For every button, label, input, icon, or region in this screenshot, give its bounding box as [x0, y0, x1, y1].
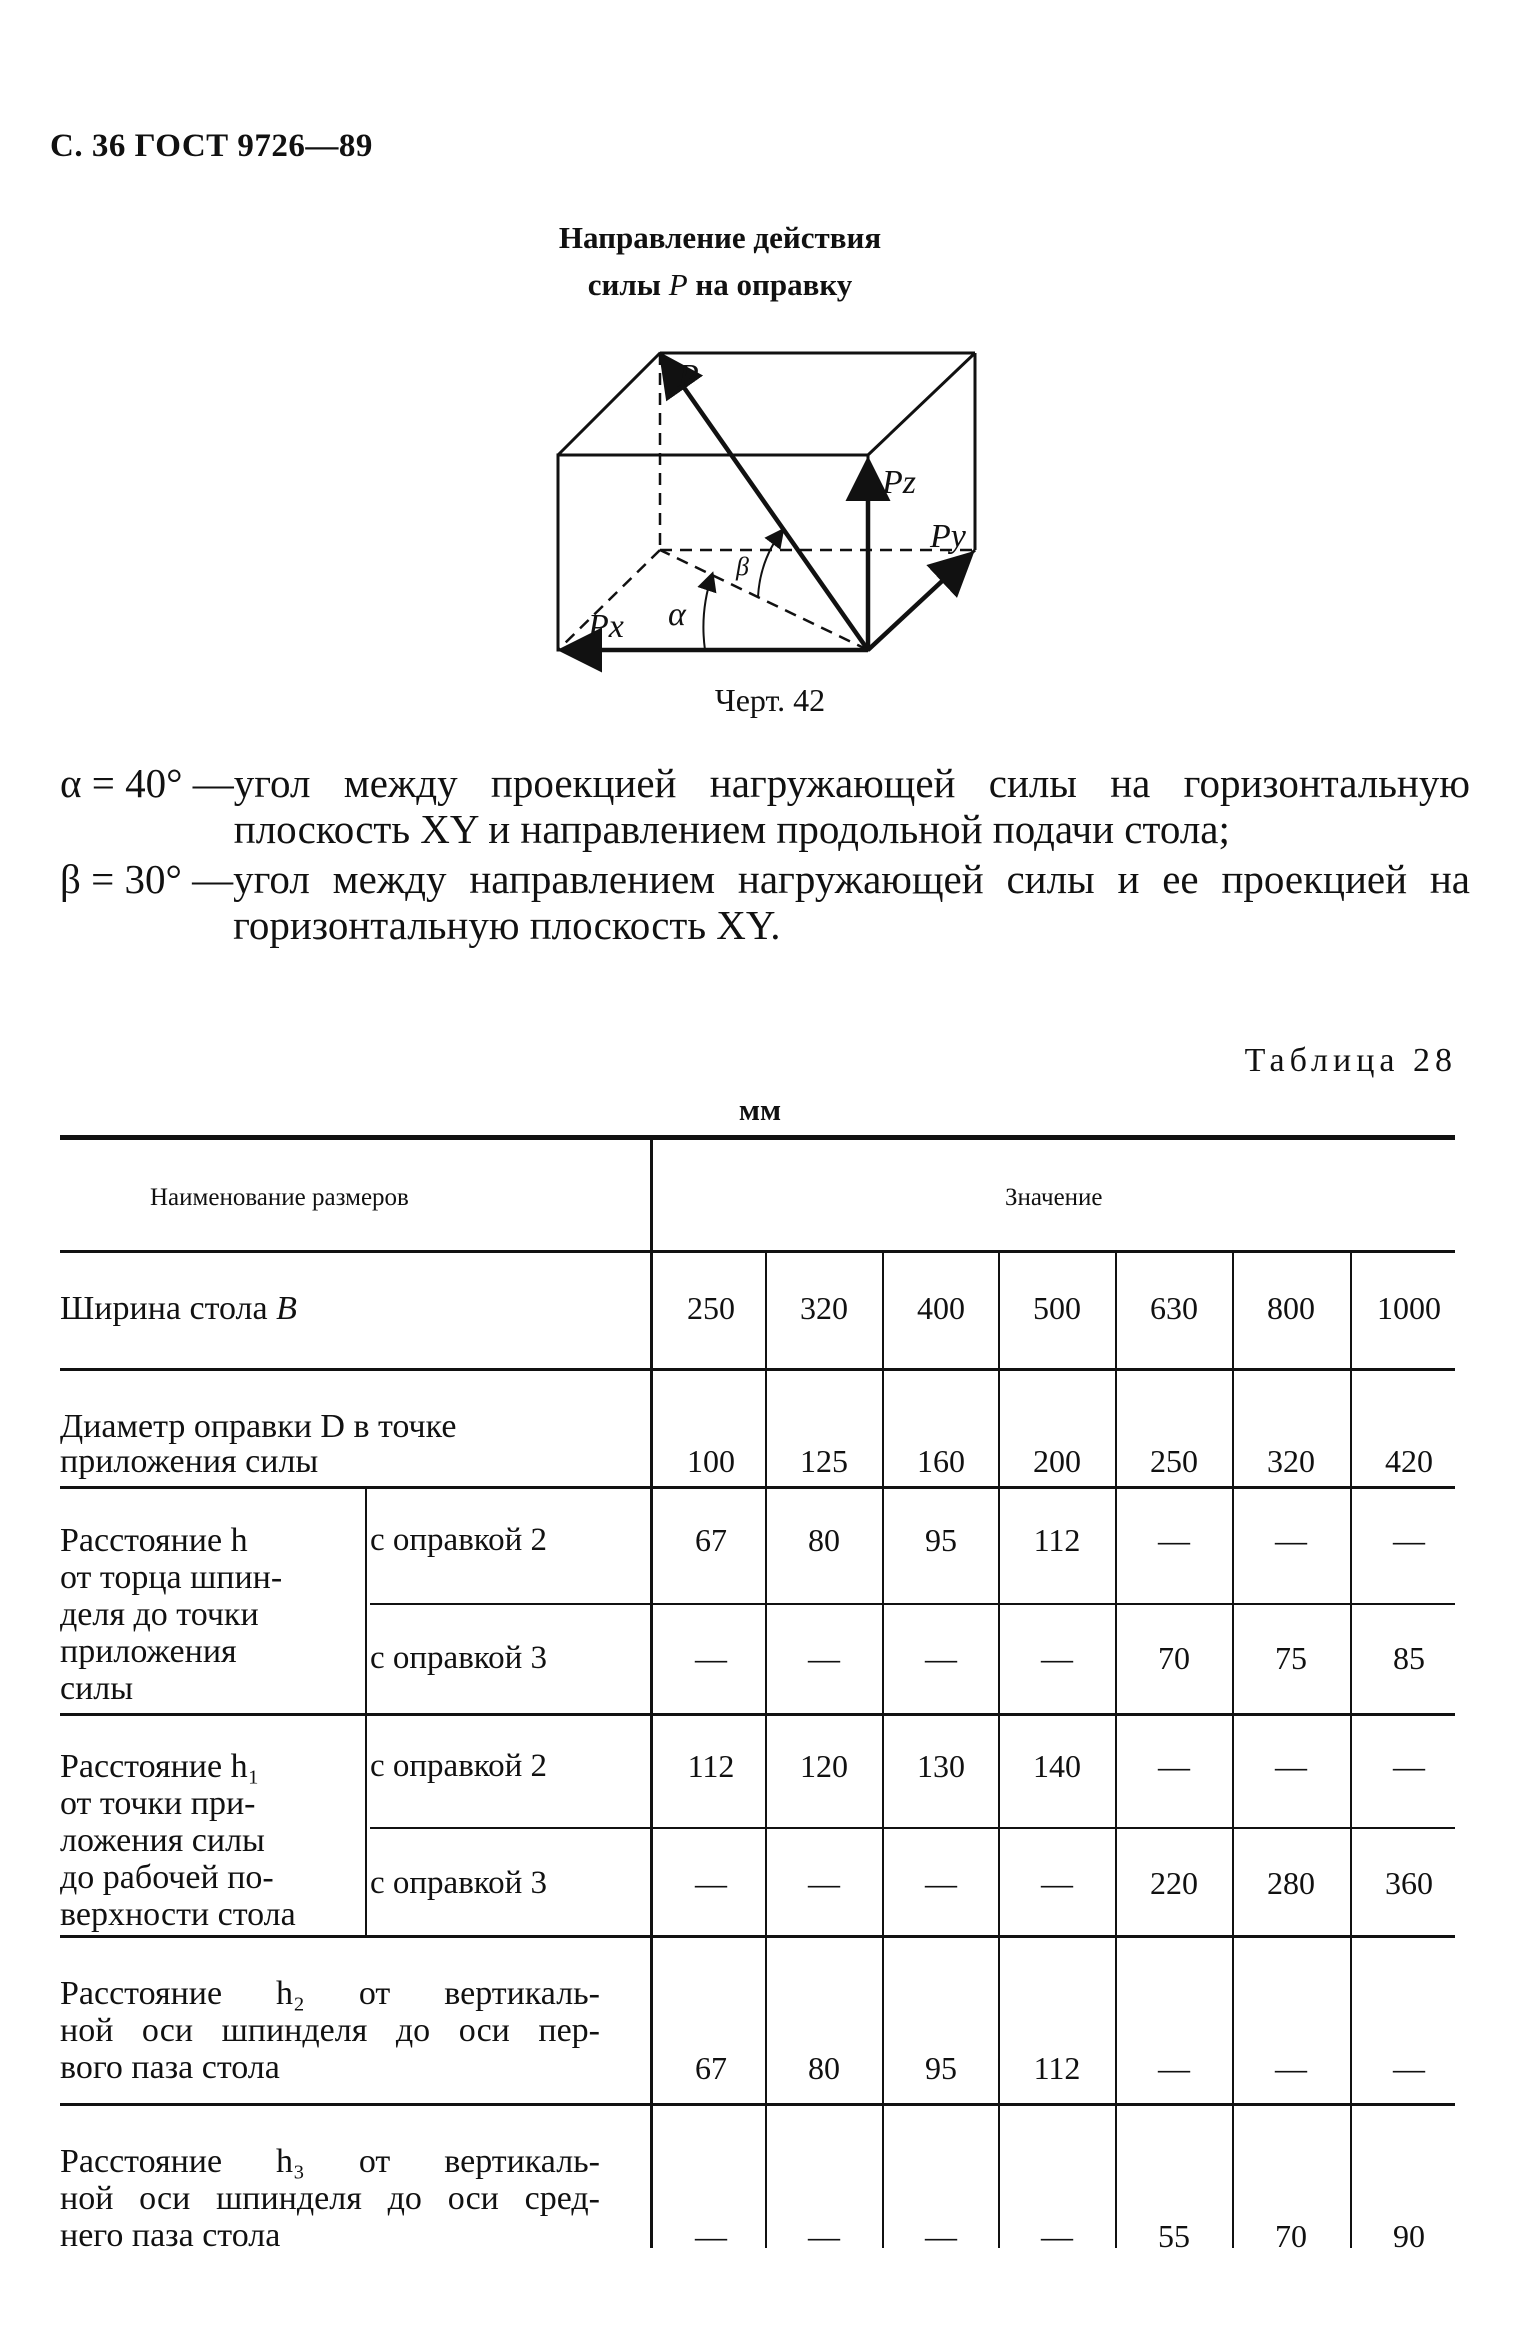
h3-cell: 55 — [1158, 2218, 1190, 2254]
figure-title-line2 — [420, 262, 1020, 308]
table-rule — [998, 1253, 1000, 2248]
header-value: Значение — [1005, 1184, 1103, 1211]
diameter-cell: 100 — [687, 1443, 735, 1479]
h1-mandrel3-cell: — — [1041, 1865, 1073, 1901]
h2-cell: 80 — [808, 2050, 840, 2086]
row-h1-sub1: с оправкой 2 — [370, 1748, 548, 1784]
h-mandrel2-cell: 95 — [925, 1522, 957, 1558]
row-width-label-text: Ширина стола — [60, 1290, 277, 1327]
h-mandrel3-cell: 70 — [1158, 1640, 1190, 1676]
table-rule — [365, 1489, 367, 1935]
h1-mandrel3-cell: — — [925, 1865, 957, 1901]
h1-mandrel3-cell: — — [695, 1865, 727, 1901]
label-py: Py — [930, 518, 966, 555]
page-header: С. 36 ГОСТ 9726—89 — [50, 128, 373, 164]
h-mandrel2-cell: 112 — [1033, 1522, 1081, 1558]
diameter-cell: 420 — [1385, 1443, 1433, 1479]
h-label-line: приложения — [60, 1633, 237, 1670]
box-edge — [868, 353, 975, 455]
h2-cell: — — [1158, 2050, 1190, 2086]
label-alpha: α — [668, 596, 686, 633]
h2-label-line: Расстояние h₂ от вертикаль- — [60, 1975, 600, 2012]
row-diameter-label-1: Диаметр оправки D в точке — [60, 1408, 457, 1445]
h1-mandrel2-cell: 130 — [917, 1748, 965, 1784]
h2-cell: 112 — [1033, 2050, 1081, 2086]
table-rule — [60, 2103, 1455, 2106]
row-width-label-var: B — [276, 1290, 297, 1327]
h-mandrel2-cell: — — [1275, 1522, 1307, 1558]
header-name: Наименование размеров — [150, 1184, 409, 1211]
table-rule — [1115, 1253, 1117, 2248]
h-mandrel2-cell: 80 — [808, 1522, 840, 1558]
table-rule — [60, 1713, 1455, 1716]
label-pz: Pz — [882, 464, 916, 501]
figure-number: Черт. 42 — [714, 682, 826, 718]
width-cell: 630 — [1150, 1290, 1198, 1326]
definition-symbol: α = 40° — — [60, 760, 234, 806]
h3-label-line: Расстояние h₃ от вертикаль- — [60, 2143, 600, 2180]
h2-cell: — — [1393, 2050, 1425, 2086]
row-h-sub1: с оправкой 2 — [370, 1522, 548, 1558]
diameter-cell: 200 — [1033, 1443, 1081, 1479]
figure-title-suffix: на оправку — [687, 267, 853, 302]
definitions — [60, 760, 1470, 952]
h3-cell: 90 — [1393, 2218, 1425, 2254]
h1-label-line: от точки при- — [60, 1785, 256, 1822]
h1-mandrel2-cell: 140 — [1033, 1748, 1081, 1784]
h3-cell: — — [925, 2218, 957, 2254]
definition-symbol: β = 30° — — [60, 856, 234, 902]
h3-label-line: ной оси шпинделя до оси сред- — [60, 2180, 600, 2217]
width-cell: 1000 — [1377, 1290, 1441, 1326]
definition-text: угол между направлением нагружающей силы и ее проекцией на горизонтальную плоскость XY. — [233, 856, 1470, 948]
alpha-arc — [703, 575, 712, 650]
h-mandrel3-cell: — — [925, 1640, 957, 1676]
width-cell: 500 — [1033, 1290, 1081, 1326]
table-rule — [60, 1486, 1455, 1489]
width-cell: 320 — [800, 1290, 848, 1326]
diameter-cell: 250 — [1150, 1443, 1198, 1479]
table-rule — [1232, 1253, 1234, 2248]
table-rule — [370, 1603, 1455, 1605]
h-mandrel2-cell: 67 — [695, 1522, 727, 1558]
h1-mandrel2-cell: — — [1393, 1748, 1425, 1784]
h1-mandrel3-cell: 360 — [1385, 1865, 1433, 1901]
h-label-line: деля до точки — [60, 1596, 259, 1633]
h1-mandrel2-cell: 112 — [687, 1748, 735, 1784]
box-edge — [558, 353, 660, 455]
row-h1-sub2: с оправкой 3 — [370, 1865, 548, 1901]
definition-alpha — [60, 760, 1470, 852]
h2-cell: 67 — [695, 2050, 727, 2086]
h1-mandrel3-cell: 280 — [1267, 1865, 1315, 1901]
h3-cell: — — [695, 2218, 727, 2254]
figure-title-var: P — [668, 267, 688, 302]
beta-arc — [758, 531, 782, 597]
h2-label-line: ной оси шпинделя до оси пер- — [60, 2012, 600, 2049]
table-rule — [882, 1253, 884, 2248]
definition-beta — [60, 856, 1470, 948]
diameter-cell: 125 — [800, 1443, 848, 1479]
table-rule — [650, 1140, 653, 2248]
h2-cell: 95 — [925, 2050, 957, 2086]
h1-label-line: верхности стола — [60, 1896, 296, 1933]
width-cell: 800 — [1267, 1290, 1315, 1326]
table-rule — [60, 1135, 1455, 1140]
h1-label-line: до рабочей по- — [60, 1859, 274, 1896]
table-rule — [60, 1368, 1455, 1371]
width-cell: 400 — [917, 1290, 965, 1326]
h2-cell: — — [1275, 2050, 1307, 2086]
h-mandrel3-cell: — — [695, 1640, 727, 1676]
table-unit: мм — [738, 1092, 782, 1127]
h3-cell: — — [1041, 2218, 1073, 2254]
figure-title-prefix: силы — [587, 267, 669, 302]
h1-label-line: Расстояние h₁ — [60, 1748, 260, 1785]
h-label-line: силы — [60, 1670, 134, 1707]
h3-cell: — — [808, 2218, 840, 2254]
vector-p — [664, 359, 868, 650]
definition-text: угол между проекцией нагружающей силы на горизонтальную плоскость XY и направлением продольной подачи стола; — [233, 760, 1470, 852]
vector-py — [868, 557, 968, 650]
h-label-line: Расстояние h — [60, 1522, 248, 1559]
h1-mandrel3-cell: — — [808, 1865, 840, 1901]
force-direction-diagram — [540, 335, 1000, 675]
row-width-label — [60, 1290, 297, 1327]
table-rule — [60, 1935, 1455, 1938]
table-rule — [370, 1827, 1455, 1829]
h1-mandrel2-cell: 120 — [800, 1748, 848, 1784]
table-label: Таблица 28 — [1244, 1042, 1457, 1079]
row-h-sub2: с оправкой 3 — [370, 1640, 548, 1676]
label-px: Px — [588, 608, 624, 645]
width-cell: 250 — [687, 1290, 735, 1326]
h-mandrel2-cell: — — [1393, 1522, 1425, 1558]
row-diameter-label-2: приложения силы — [60, 1443, 319, 1480]
h2-label-line: вого паза стола — [60, 2049, 280, 2086]
h-mandrel3-cell: — — [808, 1640, 840, 1676]
label-beta: β — [736, 552, 749, 581]
h-mandrel3-cell: — — [1041, 1640, 1073, 1676]
h3-cell: 70 — [1275, 2218, 1307, 2254]
h1-label-line: ложения силы — [60, 1822, 265, 1859]
h-mandrel2-cell: — — [1158, 1522, 1190, 1558]
h-mandrel3-cell: 75 — [1275, 1640, 1307, 1676]
h1-mandrel2-cell: — — [1158, 1748, 1190, 1784]
figure-title-line1: Направление действия — [558, 220, 882, 255]
h1-mandrel3-cell: 220 — [1150, 1865, 1198, 1901]
table-rule — [60, 1250, 1455, 1253]
diameter-cell: 320 — [1267, 1443, 1315, 1479]
label-p: P — [678, 358, 699, 395]
table-rule — [1350, 1253, 1352, 2248]
h-label-line: от торца шпин- — [60, 1559, 283, 1596]
diameter-cell: 160 — [917, 1443, 965, 1479]
h1-mandrel2-cell: — — [1275, 1748, 1307, 1784]
h3-label-line: него паза стола — [60, 2217, 281, 2254]
h-mandrel3-cell: 85 — [1393, 1640, 1425, 1676]
